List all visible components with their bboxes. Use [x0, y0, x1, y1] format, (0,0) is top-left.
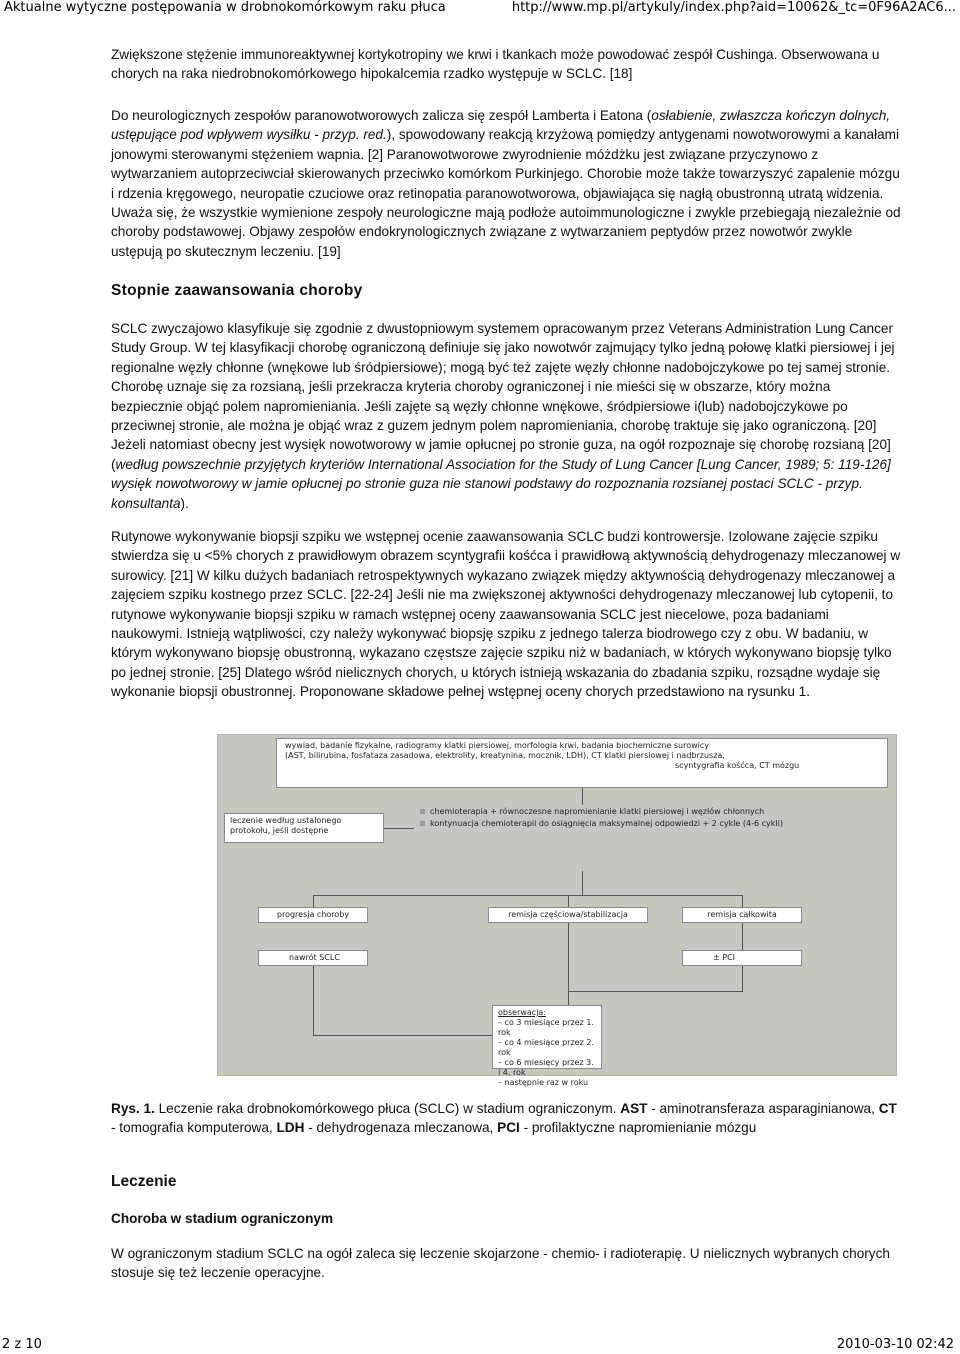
flowchart-connector: [742, 923, 743, 950]
flowchart-bullet-item: chemioterapia + równoczesne napromienianie klatki piersiowej i węzłów chłonnych: [420, 807, 888, 817]
flowchart-complete-remission-box: remisja całkowita: [682, 907, 802, 923]
caption-text: - dehydrogenaza mleczanowa,: [304, 1120, 498, 1136]
paragraph-limited-stage-treatment: W ograniczonym stadium SCLC na ogół zaleca się leczenie skojarzone - chemio- i radioterapię. U nielicznych wybranych chorych stosuje się też leczenie operacyjne.: [111, 1246, 890, 1281]
flowchart-protocol-box: leczenie według ustalonego protokołu, jeśli dostępne: [224, 813, 384, 843]
caption-text: Leczenie raka drobnokomórkowego płuca (SCLC) w stadium ograniczonym.: [154, 1101, 621, 1116]
flowchart-connector: [313, 1035, 492, 1036]
flowchart-text: – co 6 miesięcy przez 3. i 4. rok: [498, 1058, 594, 1077]
flowchart-chemoradiation-step: [418, 807, 888, 871]
paragraph-text: Do neurologicznych zespołów paranowotworowych zalicza się zespół Lamberta i Eatona (: [111, 108, 652, 123]
flowchart-connector: [568, 895, 569, 907]
flowchart-connector: [582, 788, 583, 805]
flowchart-connector: [742, 966, 743, 991]
flowchart-text: – co 3 miesiące przez 1. rok: [498, 1018, 594, 1037]
print-datetime: 2010-03-10 02:42: [836, 1337, 954, 1352]
flowchart-pci-box: ± PCI: [682, 950, 802, 966]
abbrev-ast: AST: [620, 1101, 648, 1116]
figure-caption: [111, 1099, 901, 1138]
flowchart-connector: [568, 923, 569, 1005]
flowchart-connector: [313, 895, 743, 896]
subheading-limited-stage: Choroba w stadium ograniczonym: [111, 1211, 334, 1226]
flowchart-text: – następnie raz w roku: [498, 1078, 589, 1087]
abbrev-pci: PCI: [497, 1120, 520, 1136]
abbrev-ct: CT: [878, 1101, 897, 1116]
flowchart-text: (AST, bilirubina, fosfataza zasadowa, elektrolity, kreatynina, mocznik, LDH), CT klatki piersiowej i nadbrzusza,: [285, 751, 725, 760]
page-number: 2 z 10: [2, 1337, 42, 1352]
section-heading-treatment: Leczenie: [111, 1173, 177, 1190]
paragraph-text: ), spowodowany reakcją krzyżową pomiędzy antygenami nowotworowymi a kanałami jonowymi sterowanymi stężeniem wapnia. [2] Paranowotworowe zwyrodnienie móżdżku jest związane przyczynowo z wytwarzaniem autoprzeciwciał skierowanych przeciwko komórkom Purkinjego. Chorobie może także towarzyszyć zapalenie mózgu i rdzenia kręgowego, neuropatie czuciowe oraz retinopatia paranowotworowa, objawiająca się nagłą obustronną utratą widzenia. Uważa się, że wszystkie wymienione zespoły neurologiczne mają podłoże autoimmunologiczne i zwykle przebiegają niezależnie od choroby podstawowej. Objawy zespołów endokrynologicznych związane z wytwarzaniem peptydów przez nowotwór zwykle ustępują po skutecznym leczeniu. [19]: [111, 127, 901, 259]
flowchart-connector: [384, 828, 414, 829]
flowchart-progression-box: progresja choroby: [258, 907, 368, 923]
paragraph-staging: [111, 319, 901, 513]
flowchart-text: scyntygrafia kośćca, CT mózgu: [675, 761, 800, 770]
browser-page-title: Aktualne wytyczne postępowania w drobnokomórkowym raku płuca: [4, 0, 446, 15]
paragraph-text: SCLC zwyczajowo klasyfikuje się zgodnie z dwustopniowym systemem opracowanym przez Veterans Administration Lung Cancer Study Group. W tej klasyfikacji chorobę ograniczoną definiuje się jako nowotwór zajmujący tylko jedną połowę klatki piersiowej i jej regionalne węzły chłonne (wnękowe lub śródpiersiowe); mogą być też zajęte węzły chłonne nadobojczykowe po tej samej stronie. Chorobę uznaje się za rozsianą, jeśli przekracza kryteria choroby ograniczonej i nie mieści się w obszarze, który można bezpiecznie objąć polem napromieniania. Jeśli zajęte są węzły chłonne wnękowe, śródpiersiowe i(lub) nadobojczykowe po przeciwnej stronie, ale można je objąć wraz z guzem jednym polem napromieniania, chorobę traktuje się jako ograniczoną. [20] Jeżeli natomiast obecny jest wysięk nowotworowy w jamie opłucnej po stronie guza, na ogół rozpoznaje się chorobę rozsianą [20] (: [111, 321, 895, 472]
flowchart-observation-box: [492, 1005, 602, 1087]
caption-text: - profilaktyczne napromienianie mózgu: [519, 1120, 757, 1136]
page-url: http://www.mp.pl/artykuly/index.php?aid=10062&_tc=0F96A2AC6...: [511, 0, 956, 15]
editor-note: osłabienie, zwłaszcza kończyn dolnych, ustępujące pod wpływem wysiłku - przyp. red.: [111, 108, 891, 143]
caption-label: Rys. 1.: [111, 1101, 155, 1116]
flowchart-connector: [568, 991, 743, 992]
paragraph-neurologic-syndromes: [111, 106, 901, 261]
flowchart-connector: [313, 966, 314, 1036]
flowchart-connector: [742, 895, 743, 907]
caption-text: - aminotransferaza asparaginianowa,: [647, 1101, 879, 1116]
section-heading-staging: Stopnie zaawansowania choroby: [111, 282, 363, 299]
flowchart-text: – co 4 miesiące przez 2. rok: [498, 1038, 594, 1057]
flowchart-connector: [582, 871, 583, 895]
flowchart-text: wywiad, badanie fizykalne, radiogramy klatki piersiowej, morfologia krwi, badania biochemiczne surowicy: [285, 741, 709, 750]
flowchart-initial-workup-box: [276, 738, 888, 788]
caption-text: - tomografia komputerowa,: [111, 1120, 277, 1136]
paragraph-cushing: Zwiększone stężenie immunoreaktywnej kortykotropiny we krwi i tkankach może powodować zespół Cushinga. Obserwowana u chorych na raka niedrobnokomórkowego hipokalcemia rzadko występuje w SCLC. [18]: [111, 47, 880, 82]
consultant-note: według powszechnie przyjętych kryteriów International Association for the Study of Lung Cancer [Lung Cancer, 1989; 5: 119-126] wysięk nowotworowy w jamie opłucnej po stronie guza nie stanowi podstawy do rozpoznania rozsianej postaci SCLC - przyp. konsultanta: [111, 456, 891, 511]
flowchart-partial-remission-box: remisja częściowa/stabilizacja: [488, 907, 648, 923]
paragraph-text: ).: [180, 495, 189, 511]
paragraph-bone-marrow-biopsy: Rutynowe wykonywanie biopsji szpiku we wstępnej ocenie zaawansowania SCLC budzi kontrowersje. Izolowane zajęcie szpiku stwierdza się u <5% chorych z prawidłowym obrazem scyntygrafii kośćca i prawidłową aktywnością dehydrogenazy mleczanowej w surowicy. [21] W kilku dużych badaniach retrospektywnych wykazano związek między aktywnością dehydrogenazy mleczanowej a zajęciem szpiku kostnego przez SCLC. [22-24] Jeśli nie ma zwiększonej aktywności dehydrogenazy mleczanowej lub cytopenii, to rutynowe wykonywanie biopsji szpiku w ramach wstępnej oceny zaawansowania SCLC jest niecelowe, poza badaniami naukowymi. Istnieją wątpliwości, czy należy wykonywać biopsję szpiku z jednego talerza biodrowego czy z obu. W badaniu, w którym wykonywano biopsję obustronną, wykazano częstsze zajęcie szpiku niż w badaniach, w których wykonywano biopsję tylko po jednej stronie. [25] Dlatego wśród nielicznych chorych, u których istnieją wskazania do zbadania szpiku, rozsądne wydaje się wykonanie biopsji obustronnej. Proponowane składowe pełnej wstępnej oceny chorych przedstawiono na rysunku 1.: [111, 529, 901, 700]
flowchart-text: obserwacja:: [498, 1008, 547, 1017]
treatment-flowchart-figure: [217, 734, 897, 1087]
flowchart-bullet-item: kontynuacja chemioterapii do osiągnięcia maksymalnej odpowiedzi + 2 cykle (4-6 cykli): [420, 819, 888, 829]
abbrev-ldh: LDH: [276, 1120, 305, 1136]
flowchart-connector: [313, 895, 314, 907]
flowchart-relapse-box: nawrót SCLC: [258, 950, 368, 966]
